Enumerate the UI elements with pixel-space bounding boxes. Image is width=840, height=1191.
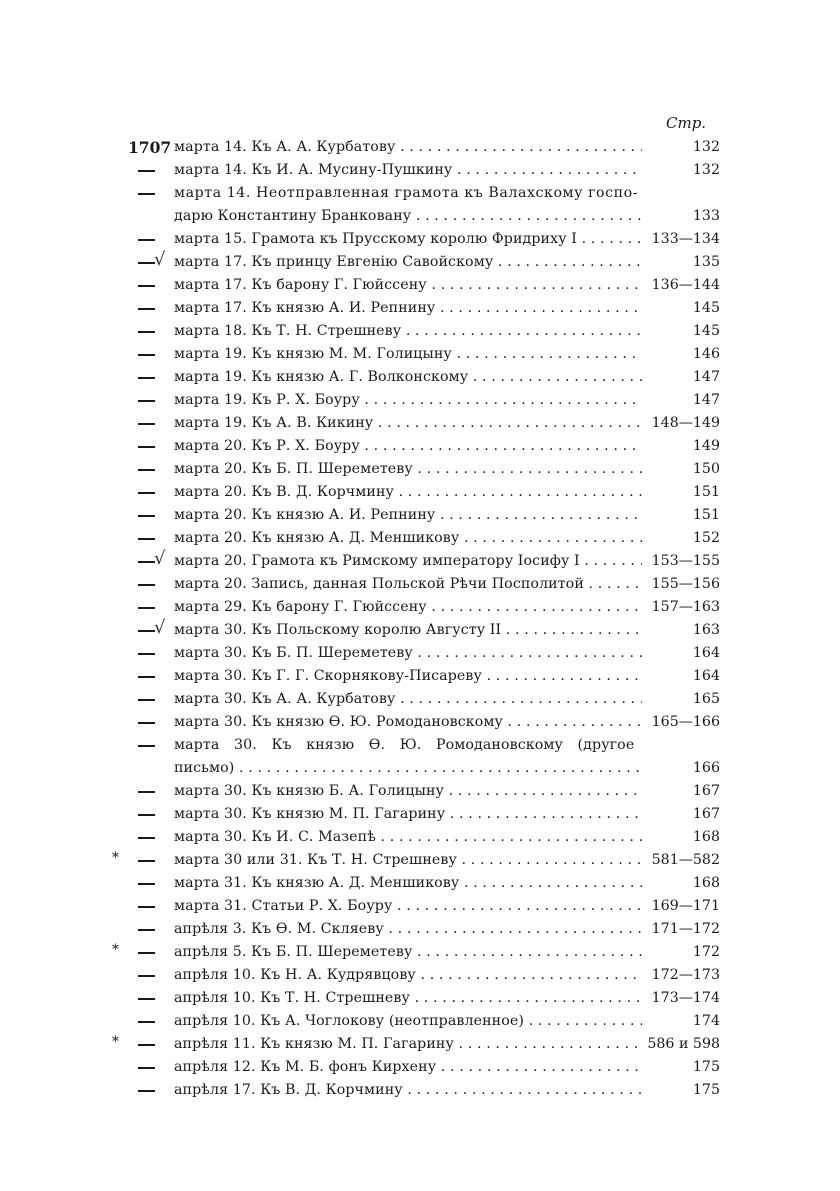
entry-title: марта 17. Къ барону Г. Гюйссену . . . (174, 274, 642, 297)
year-label: 1707 (128, 138, 172, 157)
page-number: 147 (689, 369, 720, 385)
entry-title: апрѣля 3. Къ Ѳ. М. Скляеву . . . (174, 918, 642, 941)
toc-entry (0, 964, 840, 987)
toc-entry (0, 734, 840, 757)
entry-title: марта 18. Къ Т. Н. Стрешневу . . . (174, 320, 642, 343)
entry-title: марта 30. Къ князю Б. А. Голицыну . . . (174, 780, 642, 803)
toc-entry (0, 665, 840, 688)
toc-entry (0, 504, 840, 527)
toc-entry (0, 320, 840, 343)
toc-entry (0, 205, 840, 228)
entry-title: марта 20. Грамота къ Римскому императору Іосифу I . . . (174, 550, 642, 573)
entry-title: дарю Константину Бранковану . . . (174, 205, 642, 228)
ditto-dash (138, 837, 155, 839)
entry-title: марта 30. Къ Б. П. Шереметеву . . . (174, 642, 642, 665)
page-number: 172 (689, 944, 720, 960)
page-number: 172—173 (648, 967, 720, 983)
toc-entry (0, 527, 840, 550)
ditto-dash (138, 469, 155, 471)
ditto-dash (138, 446, 155, 448)
page-number: 173—174 (648, 990, 720, 1006)
entry-title: апрѣля 17. Къ В. Д. Корчмину . . . (174, 1079, 642, 1102)
page-number: 147 (689, 392, 720, 408)
toc-entry (0, 251, 840, 274)
ditto-dash (138, 975, 155, 977)
toc-entry (0, 1033, 840, 1056)
entry-title: марта 19. Къ князю А. Г. Волконскому . . . (174, 366, 642, 389)
toc-entry (0, 757, 840, 780)
ditto-dash (138, 331, 155, 333)
page-number: 132 (689, 162, 720, 178)
entry-title: марта 14. Къ И. А. Мусину-Пушкину . . . (174, 159, 642, 182)
toc-entry (0, 872, 840, 895)
ditto-dash (138, 860, 155, 862)
ditto-dash (138, 722, 155, 724)
page-number: 146 (689, 346, 720, 362)
toc-entry (0, 481, 840, 504)
entry-title: марта 31. Статьи Р. Х. Боуру . . . (174, 895, 642, 918)
entry-title: апрѣля 10. Къ Н. А. Кудрявцову . . . (174, 964, 642, 987)
ditto-dash (138, 262, 155, 264)
entry-title: марта 19. Къ князю М. М. Голицыну . . . (174, 343, 642, 366)
asterisk-mark: * (112, 1034, 119, 1050)
entry-title: марта 14. Неотправленная грамота къ Валахскому госпо- (174, 185, 639, 201)
entry-title: марта 30. Къ князю Ѳ. Ю. Ромодановскому (другое (174, 737, 635, 753)
toc-entry (0, 343, 840, 366)
entry-title: марта 17. Къ принцу Евгенію Савойскому . . . (174, 251, 642, 274)
toc-entry (0, 1079, 840, 1102)
page-number: 133 (689, 208, 720, 224)
entry-title: апрѣля 10. Къ А. Чоглокову (неотправленное) . . . (174, 1010, 642, 1033)
ditto-dash (138, 952, 155, 954)
page-number: 166 (689, 760, 720, 776)
entry-title: апрѣля 12. Къ М. Б. фонъ Кирхену . . . (174, 1056, 642, 1079)
toc-entry (0, 412, 840, 435)
ditto-dash (138, 377, 155, 379)
toc-entry (0, 688, 840, 711)
toc-entry (0, 458, 840, 481)
toc-entry (0, 297, 840, 320)
page-number: 151 (689, 507, 720, 523)
page-number: 586 и 598 (643, 1036, 720, 1052)
ditto-dash (138, 423, 155, 425)
entry-title: марта 30 или 31. Къ Т. Н. Стрешневу . . . (174, 849, 642, 872)
entry-title: апрѣля 10. Къ Т. Н. Стрешневу . . . (174, 987, 642, 1010)
page-number: 171—172 (648, 921, 720, 937)
page-column-header: Стр. (666, 114, 707, 132)
page-number: 150 (689, 461, 720, 477)
toc-entry (0, 1056, 840, 1079)
checkmark-icon: √ (154, 249, 166, 270)
page-number: 169—171 (648, 898, 720, 914)
entry-title: марта 30. Къ И. С. Мазепѣ . . . (174, 826, 642, 849)
ditto-dash (138, 906, 155, 908)
ditto-dash (138, 170, 155, 172)
ditto-dash (138, 791, 155, 793)
ditto-dash (138, 699, 155, 701)
page-number: 163 (689, 622, 720, 638)
entry-title: марта 30. Къ Польскому королю Августу II . . . (174, 619, 642, 642)
page-number: 152 (689, 530, 720, 546)
toc-entry (0, 826, 840, 849)
page-number: 151 (689, 484, 720, 500)
page-number: 581—582 (648, 852, 720, 868)
page-number: 132 (689, 139, 720, 155)
entry-title: марта 30. Къ Г. Г. Скорнякову-Писареву . . . (174, 665, 642, 688)
toc-entry (0, 941, 840, 964)
toc-entry (0, 918, 840, 941)
page-number: 133—134 (648, 231, 720, 247)
ditto-dash (138, 653, 155, 655)
checkmark-icon: √ (154, 548, 166, 569)
entry-title: марта 20. Къ князю А. И. Репнину . . . (174, 504, 642, 527)
toc-entry (0, 1010, 840, 1033)
asterisk-mark: * (112, 942, 119, 958)
ditto-dash (138, 1044, 155, 1046)
ditto-dash (138, 745, 155, 747)
ditto-dash (138, 1021, 155, 1023)
ditto-dash (138, 584, 155, 586)
ditto-dash (138, 538, 155, 540)
toc-entry (0, 136, 840, 159)
entry-title: марта 30. Къ князю М. П. Гагарину . . . (174, 803, 642, 826)
page-number: 149 (689, 438, 720, 454)
toc-entry (0, 642, 840, 665)
toc-entry (0, 987, 840, 1010)
entry-title: марта 20. Къ Б. П. Шереметеву . . . (174, 458, 642, 481)
entry-title: апрѣля 5. Къ Б. П. Шереметеву . . . (174, 941, 642, 964)
ditto-dash (138, 630, 155, 632)
ditto-dash (138, 1090, 155, 1092)
page-number: 164 (689, 645, 720, 661)
entry-title: марта 20. Къ В. Д. Корчмину . . . (174, 481, 642, 504)
toc-entry (0, 159, 840, 182)
toc-entry (0, 619, 840, 642)
page-number: 164 (689, 668, 720, 684)
entry-title: марта 29. Къ барону Г. Гюйссену . . . (174, 596, 642, 619)
entry-title: марта 20. Запись, данная Польской Рѣчи Посполитой . . . (174, 573, 642, 596)
page-number: 165—166 (648, 714, 720, 730)
page-number: 135 (689, 254, 720, 270)
entry-title: апрѣля 11. Къ князю М. П. Гагарину . . . (174, 1033, 642, 1056)
ditto-dash (138, 929, 155, 931)
entry-title: марта 14. Къ А. А. Курбатову . . . (174, 136, 642, 159)
page-number: 165 (689, 691, 720, 707)
entry-title: марта 20. Къ князю А. Д. Меншикову . . . (174, 527, 642, 550)
toc-entry (0, 895, 840, 918)
page-number: 175 (689, 1059, 720, 1075)
toc-entry (0, 550, 840, 573)
entry-title: марта 20. Къ Р. Х. Боуру . . . (174, 435, 642, 458)
toc-entry (0, 849, 840, 872)
ditto-dash (138, 676, 155, 678)
toc-entry (0, 274, 840, 297)
toc-entry (0, 366, 840, 389)
ditto-dash (138, 883, 155, 885)
page-number: 136—144 (648, 277, 720, 293)
toc-entry (0, 389, 840, 412)
ditto-dash (138, 998, 155, 1000)
toc-entry (0, 596, 840, 619)
ditto-dash (138, 285, 155, 287)
ditto-dash (138, 561, 155, 563)
page-number: 174 (689, 1013, 720, 1029)
ditto-dash (138, 492, 155, 494)
entry-title: марта 31. Къ князю А. Д. Меншикову . . . (174, 872, 642, 895)
entry-title: марта 30. Къ А. А. Курбатову . . . (174, 688, 642, 711)
ditto-dash (138, 607, 155, 609)
page-number: 167 (689, 806, 720, 822)
toc-entry (0, 803, 840, 826)
ditto-dash (138, 515, 155, 517)
entry-title: марта 19. Къ А. В. Кикину . . . (174, 412, 642, 435)
table-of-contents (0, 136, 840, 1102)
page-number: 168 (689, 875, 720, 891)
asterisk-mark: * (112, 850, 119, 866)
toc-entry (0, 780, 840, 803)
page-number: 145 (689, 323, 720, 339)
ditto-dash (138, 239, 155, 241)
ditto-dash (138, 1067, 155, 1069)
toc-entry (0, 711, 840, 734)
toc-entry (0, 228, 840, 251)
page-number: 145 (689, 300, 720, 316)
checkmark-icon: √ (154, 617, 166, 638)
page-number: 155—156 (648, 576, 720, 592)
toc-entry (0, 182, 840, 205)
ditto-dash (138, 308, 155, 310)
entry-title: письмо) . . . (174, 757, 642, 780)
entry-title: марта 17. Къ князю А. И. Репнину . . . (174, 297, 642, 320)
ditto-dash (138, 193, 155, 195)
toc-entry (0, 573, 840, 596)
entry-title: марта 19. Къ Р. Х. Боуру . . . (174, 389, 642, 412)
page-number: 157—163 (648, 599, 720, 615)
page-number: 153—155 (648, 553, 720, 569)
ditto-dash (138, 400, 155, 402)
page-number: 175 (689, 1082, 720, 1098)
entry-title: марта 15. Грамота къ Прусскому королю Фридриху I . . . (174, 228, 642, 251)
entry-title: марта 30. Къ князю Ѳ. Ю. Ромодановскому . . . (174, 711, 642, 734)
page-number: 148—149 (648, 415, 720, 431)
page-number: 167 (689, 783, 720, 799)
ditto-dash (138, 814, 155, 816)
page-number: 168 (689, 829, 720, 845)
toc-entry (0, 435, 840, 458)
ditto-dash (138, 354, 155, 356)
